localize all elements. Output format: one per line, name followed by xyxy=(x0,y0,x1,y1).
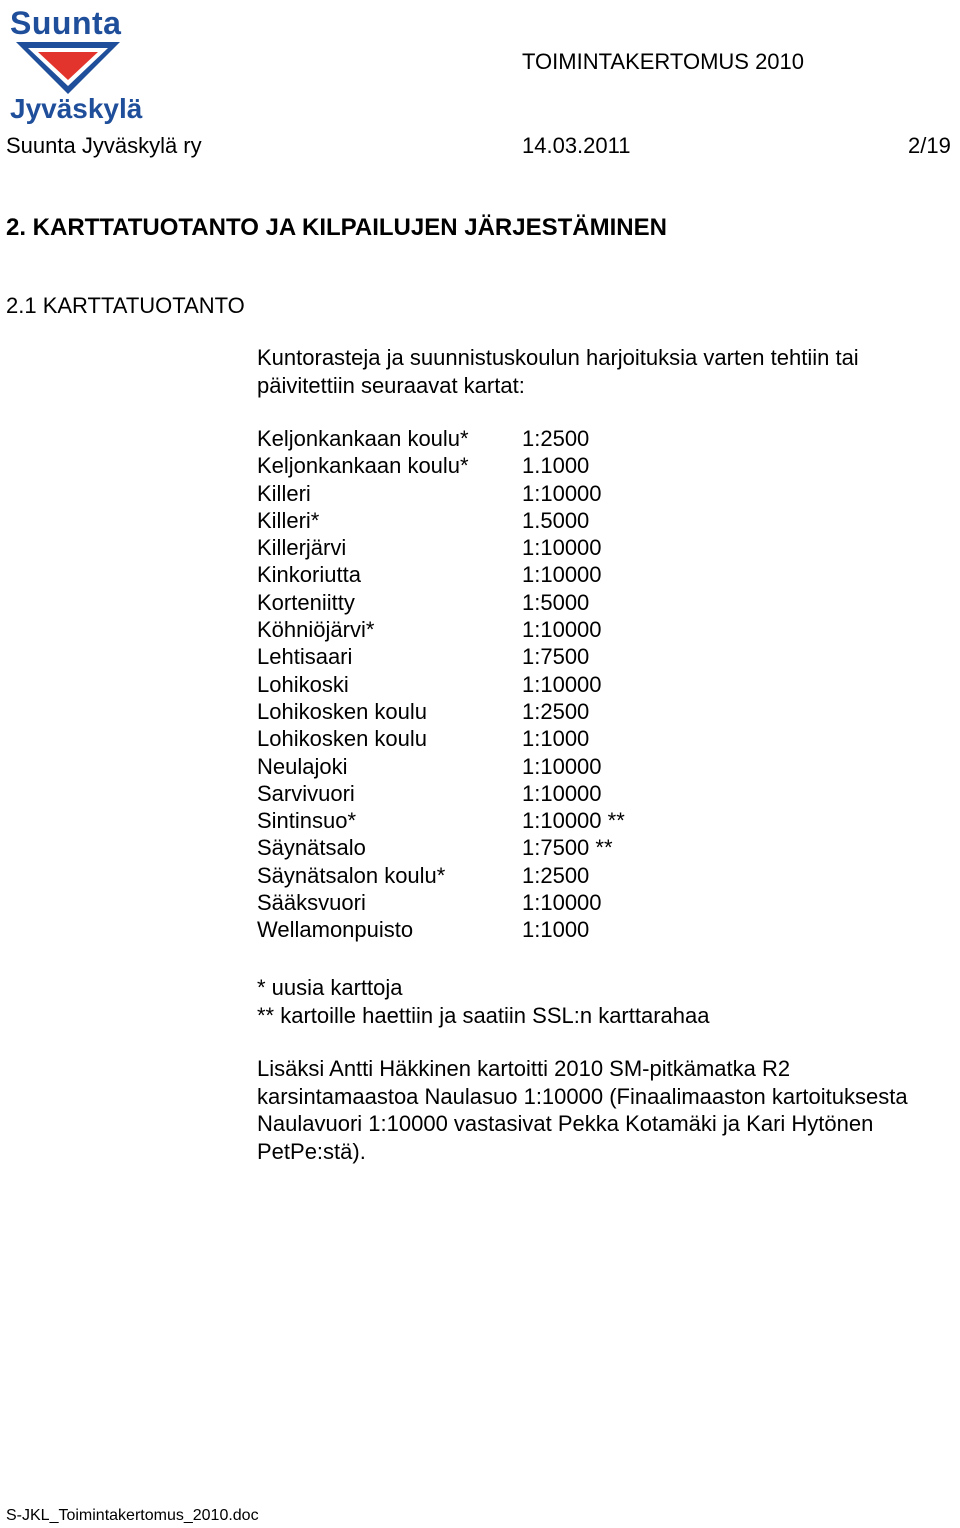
map-scale: 1:10000 xyxy=(522,753,602,779)
map-scale: 1:1000 xyxy=(522,917,590,943)
map-name: Korteniitty xyxy=(257,589,355,615)
paragraph-line: PetPe:stä). xyxy=(257,1138,366,1164)
map-name: Wellamonpuisto xyxy=(257,917,414,943)
map-name: Keljonkankaan koulu* xyxy=(257,453,469,479)
map-name: Neulajoki xyxy=(257,753,348,779)
logo xyxy=(8,5,143,126)
map-name: Killerjärvi xyxy=(257,535,347,561)
header-page-number: 2/19 xyxy=(908,133,951,158)
additional-paragraph xyxy=(257,1055,960,1165)
map-list-item xyxy=(257,643,757,670)
map-name: Säynätsalon koulu* xyxy=(257,862,446,888)
map-list-item xyxy=(257,507,757,534)
map-list-item xyxy=(257,480,757,507)
footnote-new-maps: * uusia karttoja xyxy=(257,975,403,1000)
footnotes xyxy=(257,974,957,1029)
map-list-item xyxy=(257,561,757,588)
intro-paragraph: Kuntorasteja ja suunnistuskoulun harjoituksia varten tehtiin tai päivitettiin seuraavat kartat: xyxy=(257,345,859,398)
map-list-item xyxy=(257,916,757,943)
map-name: Köhniöjärvi* xyxy=(257,617,375,643)
map-name: Lehtisaari xyxy=(257,644,353,670)
map-list-item xyxy=(257,589,757,616)
map-list-item xyxy=(257,425,757,452)
map-name: Sintinsuo* xyxy=(257,808,357,834)
map-list-item xyxy=(257,671,757,698)
map-scale: 1:10000 xyxy=(522,671,602,697)
map-list-item xyxy=(257,834,757,861)
map-name: Keljonkankaan koulu* xyxy=(257,426,469,451)
logo-text-suunta: Suunta xyxy=(10,5,122,41)
map-scale: 1:2500 xyxy=(522,698,590,724)
map-list xyxy=(257,425,757,944)
map-list-item xyxy=(257,698,757,725)
map-scale: 1.5000 xyxy=(522,507,590,533)
footnote-ssl-funding: ** kartoille haettiin ja saatiin SSL:n karttarahaa xyxy=(257,1002,710,1028)
logo-text-jyvaskyla: Jyväskylä xyxy=(10,93,143,124)
map-list-item xyxy=(257,780,757,807)
map-name: Lohikosken koulu xyxy=(257,698,428,724)
map-scale: 1:10000 xyxy=(522,480,602,506)
map-scale: 1:10000 xyxy=(522,562,602,588)
header-organization: Suunta Jyväskylä ry xyxy=(6,133,202,158)
section-heading: 2. KARTTATUOTANTO JA KILPAILUJEN JÄRJESTÄMINEN xyxy=(6,214,667,241)
map-scale: 1:10000 xyxy=(522,780,602,806)
map-scale: 1.1000 xyxy=(522,453,590,479)
compass-arrow-icon xyxy=(12,40,124,96)
map-name: Killeri* xyxy=(257,507,320,533)
map-list-item xyxy=(257,534,757,561)
map-name: Lohikosken koulu xyxy=(257,726,428,752)
footer-filename: S-JKL_Toimintakertomus_2010.doc xyxy=(6,1507,259,1524)
map-name: Kinkoriutta xyxy=(257,562,361,588)
map-scale: 1:2500 xyxy=(522,862,590,888)
paragraph-line: karsintamaastoa Naulasuo 1:10000 (Finaalimaaston kartoituksesta xyxy=(257,1083,908,1109)
map-list-item xyxy=(257,807,757,834)
header-date: 14.03.2011 xyxy=(522,133,631,158)
paragraph-line: Naulavuori 1:10000 vastasivat Pekka Kotamäki ja Kari Hytönen xyxy=(257,1111,874,1136)
map-list-item xyxy=(257,616,757,643)
map-list-item xyxy=(257,725,757,752)
map-name: Lohikoski xyxy=(257,671,349,697)
map-scale: 1:10000 xyxy=(522,617,602,643)
document-title: TOIMINTAKERTOMUS 2010 xyxy=(522,49,805,74)
paragraph-line: Lisäksi Antti Häkkinen kartoitti 2010 SM-pitkämatka R2 xyxy=(257,1056,791,1081)
map-scale: 1:7500 ** xyxy=(522,835,613,861)
map-scale: 1:2500 xyxy=(522,426,590,451)
map-name: Killeri xyxy=(257,480,311,506)
map-scale: 1:10000 xyxy=(522,535,602,561)
map-scale: 1:10000 ** xyxy=(522,808,625,834)
map-list-item xyxy=(257,862,757,889)
map-scale: 1:5000 xyxy=(522,589,590,615)
map-scale: 1:1000 xyxy=(522,726,590,752)
map-scale: 1:7500 xyxy=(522,644,590,670)
map-scale: 1:10000 xyxy=(522,890,602,916)
map-list-item xyxy=(257,753,757,780)
map-name: Sarvivuori xyxy=(257,780,355,806)
map-list-item xyxy=(257,452,757,479)
map-list-item xyxy=(257,889,757,916)
map-name: Säynätsalo xyxy=(257,835,366,861)
subsection-heading: 2.1 KARTTATUOTANTO xyxy=(6,293,245,318)
map-name: Sääksvuori xyxy=(257,890,366,916)
